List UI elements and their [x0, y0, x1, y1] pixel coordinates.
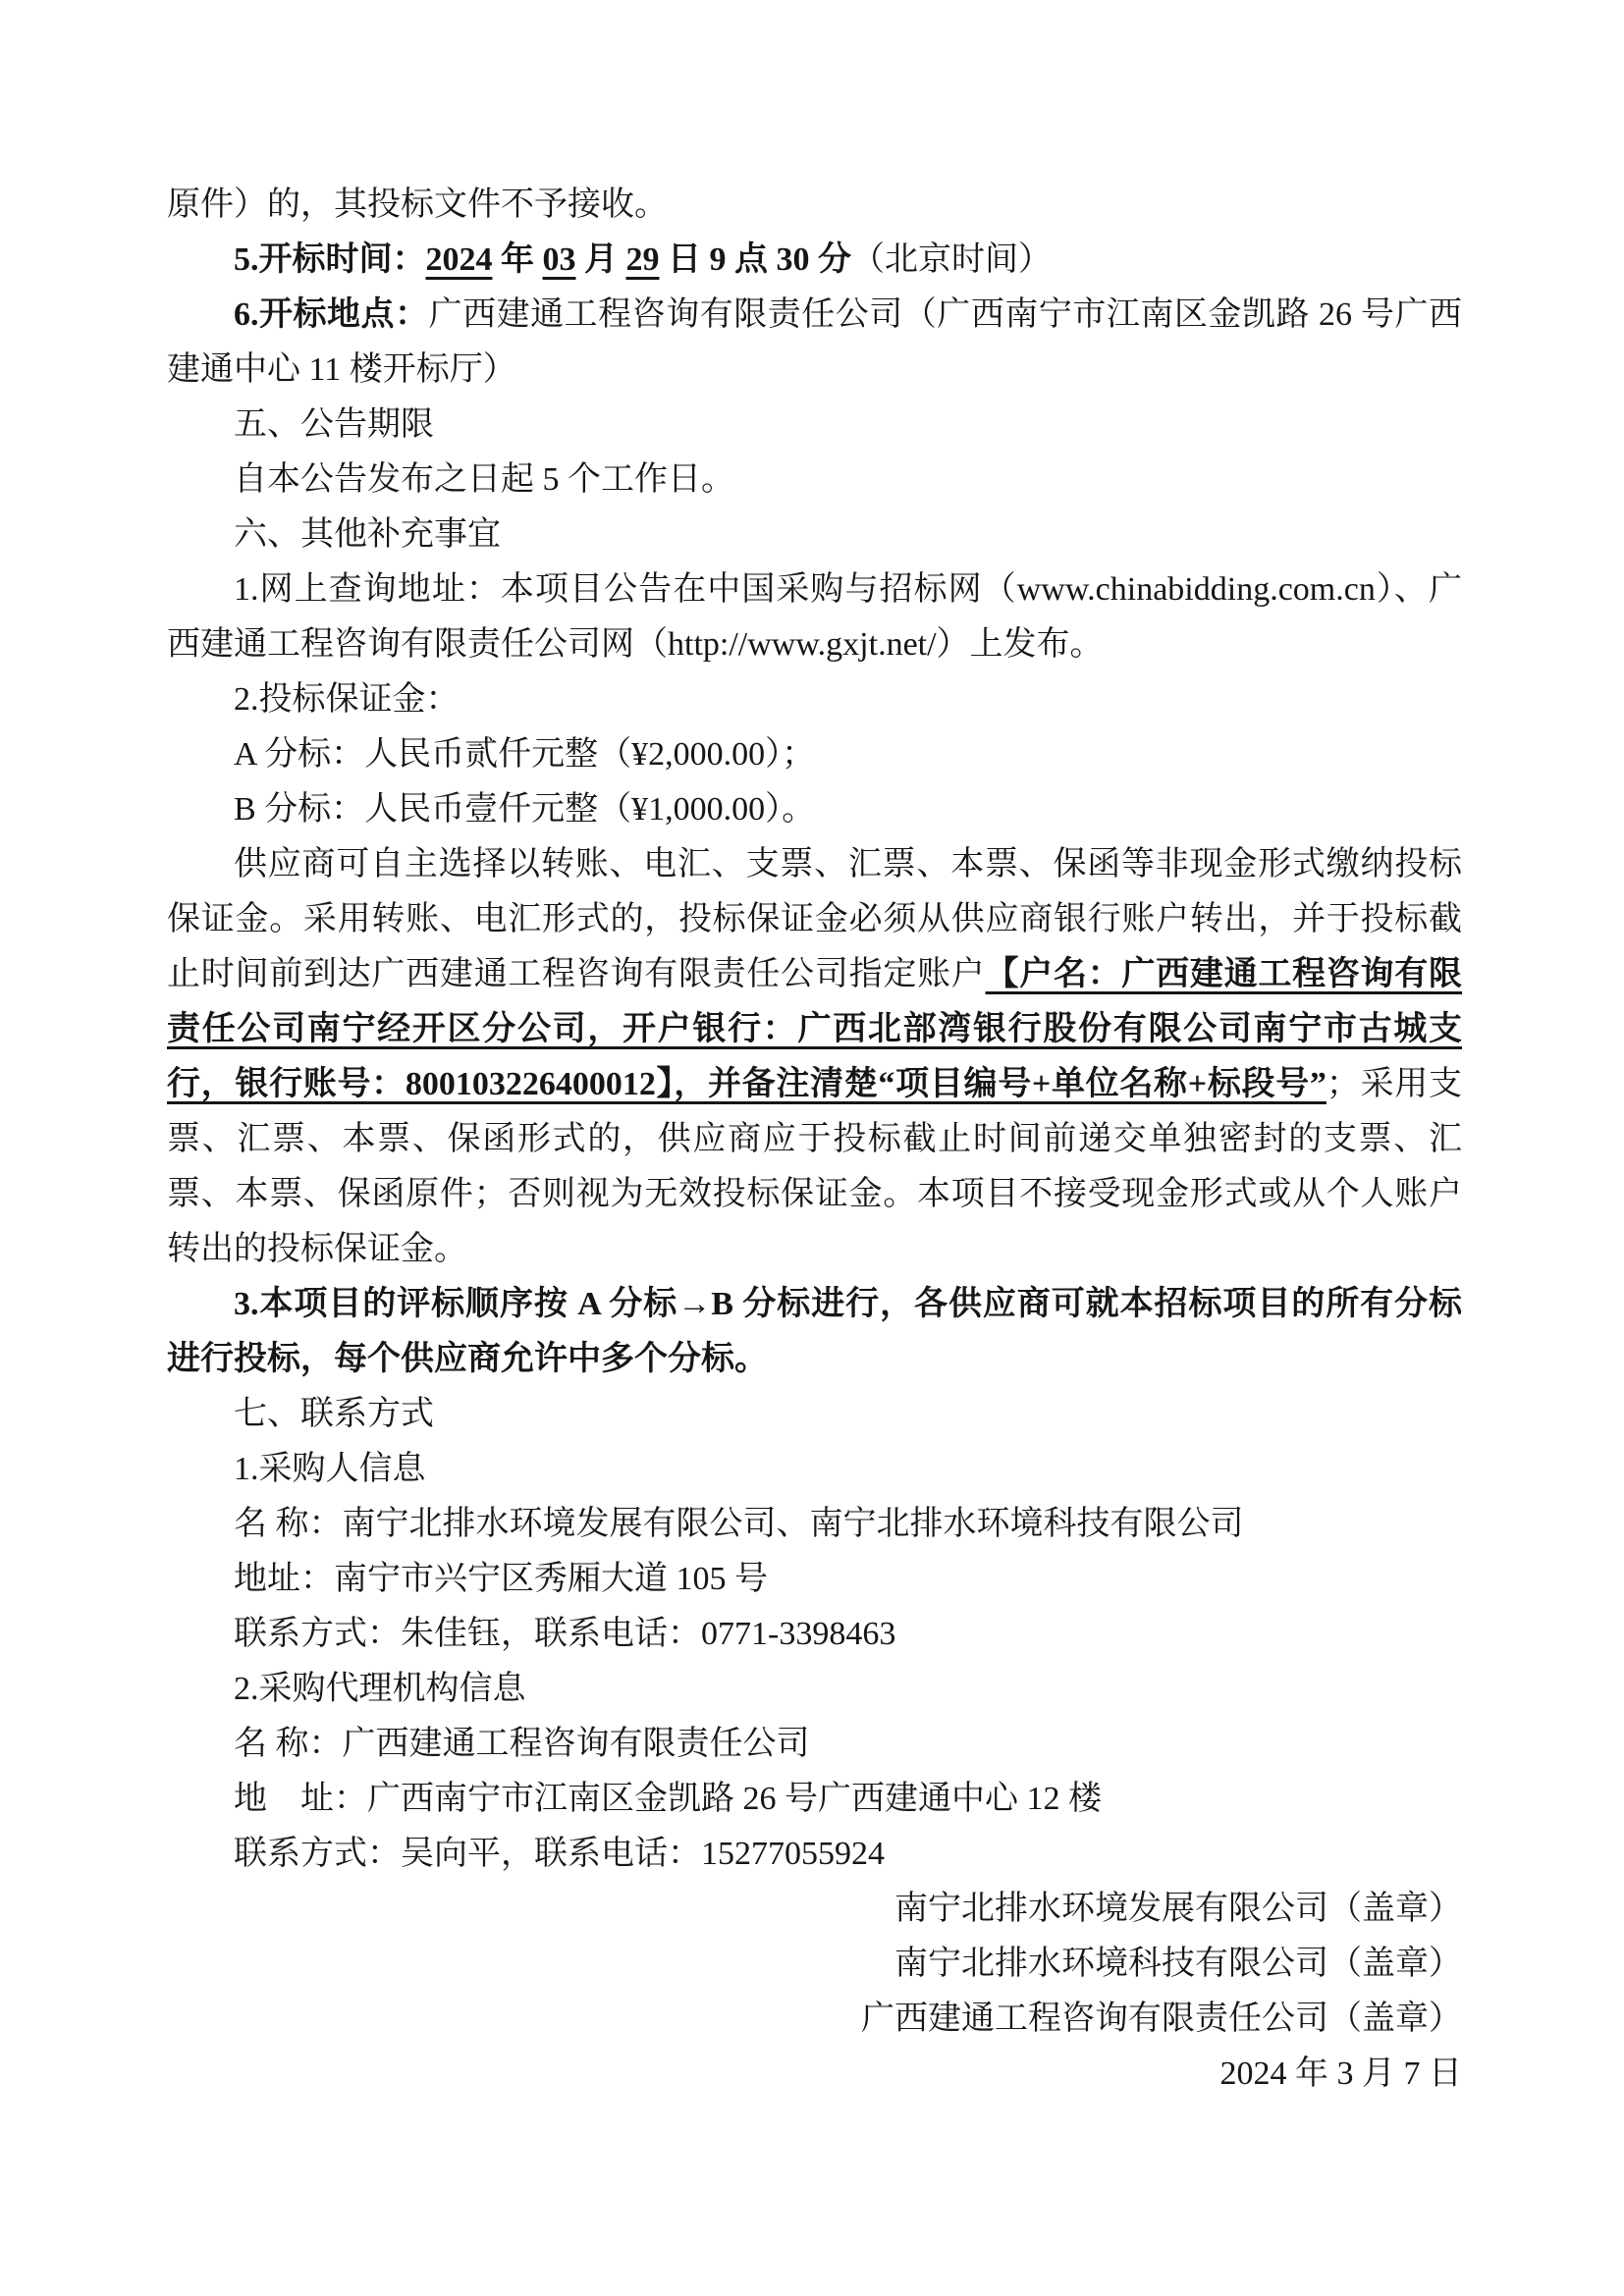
signature-agency-text: 广西建通工程咨询有限责任公司（盖章）: [861, 2001, 1462, 2037]
open-time-label: 5.开标时间：: [234, 241, 426, 278]
purchaser-address-text: 地址：南宁市兴宁区秀厢大道 105 号: [234, 1561, 768, 1597]
section7-title: [167, 1387, 1462, 1442]
open-place-label: 6.开标地点：: [234, 296, 429, 333]
paragraph-open-time: [167, 233, 1462, 288]
purchaser-contact-line: [167, 1607, 1462, 1662]
bond-paragraph-post: ；采用支票、汇票、本票、保函形式的，供应商应于投标截止时间前递交单独密封的支票、汇票、本票、保函原件；否则视为无效投标保证金。本项目不接受现金形式或从个人账户转出的投标保证金。: [167, 1066, 1463, 1267]
bond-a-text: A 分标：人民币贰仟元整（¥2,000.00）；: [234, 736, 816, 773]
signature-purchaser-1: [167, 1882, 1462, 1937]
open-time-timezone: （北京时间）: [851, 241, 1052, 278]
document-content: [167, 178, 1462, 2102]
section6-item2-text: 2.投标保证金：: [234, 681, 460, 718]
purchaser-name-line: [167, 1497, 1462, 1552]
section5-body: [167, 453, 1462, 507]
agency-name-text: 名 称：广西建通工程咨询有限责任公司: [234, 1726, 810, 1762]
section6-title-text: 六、其他补充事宜: [234, 516, 501, 553]
signature-purchaser-2: [167, 1937, 1462, 1992]
section6-item1: [167, 562, 1462, 672]
document-date-text: 2024 年 3 月 7 日: [1219, 2056, 1462, 2092]
section6-item1-text: 1.网上查询地址：本项目公告在中国采购与招标网（www.chinabidding.com.cn）、广西建通工程咨询有限责任公司网（http://www.gxjt.net/）上发布。: [167, 571, 1462, 663]
section7-title-text: 七、联系方式: [234, 1396, 434, 1432]
purchaser-name-text: 名 称：南宁北排水环境发展有限公司、南宁北排水环境科技有限公司: [234, 1506, 1244, 1542]
bond-paragraph-pre: 供应商可自主选择以转账、电汇、支票、汇票、本票、保函等非现金形式缴纳投标保证金。采用转账、电汇形式的，投标保证金必须从供应商银行账户转出，并于投标截止时间前到达广西建通工程咨询有限责任公司指定账户: [167, 846, 1462, 992]
signature-agency: [167, 1992, 1462, 2047]
agency-address-text: 地 址：广西南宁市江南区金凯路 26 号广西建通中心 12 楼: [234, 1781, 1102, 1817]
signature-purchaser-1-text: 南宁北排水环境发展有限公司（盖章）: [894, 1891, 1462, 1927]
section6-item2: [167, 672, 1462, 727]
section5-title-text: 五、公告期限: [234, 406, 434, 443]
section5-body-text: 自本公告发布之日起 5 个工作日。: [234, 461, 734, 498]
open-time-sep-month: 月: [575, 241, 626, 278]
bond-paragraph: [167, 837, 1462, 1277]
paragraph-carryover: [167, 178, 1462, 233]
paragraph-open-place: [167, 288, 1462, 398]
bond-a-line: [167, 727, 1462, 782]
signature-purchaser-2-text: 南宁北排水环境科技有限公司（盖章）: [894, 1946, 1462, 1982]
section6-title: [167, 507, 1462, 562]
agency-name-line: [167, 1717, 1462, 1772]
carryover-text: 原件）的，其投标文件不予接收。: [167, 187, 668, 223]
agency-contact-text: 联系方式：吴向平，联系电话：15277055924: [234, 1836, 885, 1872]
document-date: [167, 2047, 1462, 2102]
agency-heading: [167, 1662, 1462, 1717]
open-time-sep-year: 年: [492, 241, 543, 278]
section6-item3-text: 3.本项目的评标顺序按 A 分标→B 分标进行，各供应商可就本招标项目的所有分标进行投标，每个供应商允许中多个分标。: [167, 1286, 1462, 1377]
purchaser-contact-text: 联系方式：朱佳钰，联系电话：0771-3398463: [234, 1616, 896, 1652]
purchaser-heading: [167, 1442, 1462, 1497]
agency-address-line: [167, 1772, 1462, 1827]
open-time-month: 03: [542, 241, 576, 278]
section5-title: [167, 398, 1462, 453]
bond-b-text: B 分标：人民币壹仟元整（¥1,000.00）。: [234, 791, 816, 828]
agency-heading-text: 2.采购代理机构信息: [234, 1671, 526, 1707]
open-time-day: 29: [625, 241, 660, 278]
open-time-year: 2024: [425, 241, 493, 278]
agency-contact-line: [167, 1827, 1462, 1882]
purchaser-heading-text: 1.采购人信息: [234, 1451, 426, 1487]
section6-item3: [167, 1277, 1462, 1387]
open-time-tail: 日 9 点 30 分: [659, 241, 851, 278]
bond-paragraph-account: 【户名：广西建通工程咨询有限责任公司南宁经开区分公司，开户银行：广西北部湾银行股份有限公司南宁市古城支行，银行账号：800103226400012】，并备注清楚“项目编号+单位名称+标段号”: [167, 956, 1463, 1102]
bond-b-line: [167, 782, 1462, 837]
purchaser-address-line: [167, 1552, 1462, 1607]
open-place-text: 广西建通工程咨询有限责任公司（广西南宁市江南区金凯路 26 号广西建通中心 11 楼开标厅）: [167, 296, 1463, 388]
